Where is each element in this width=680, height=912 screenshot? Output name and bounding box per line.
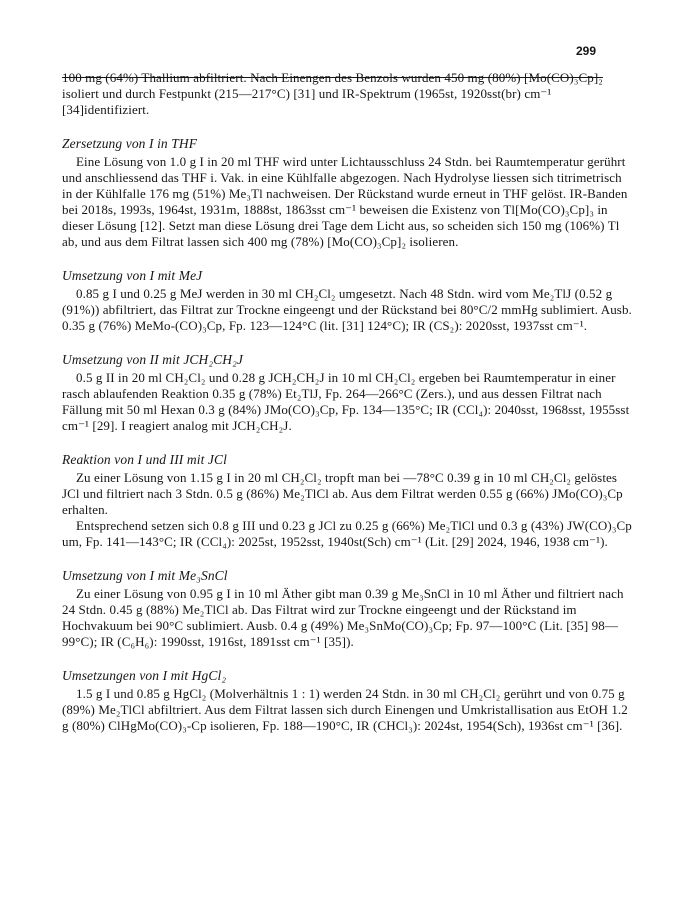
section-reaktion-jcl (62, 452, 634, 550)
section-paragraph: 1.5 g I und 0.85 g HgCl₂ (Molverhältnis 1 : 1) werden 24 Stdn. in 30 ml CH₂Cl₂ gerührt und von 0.75 g (89%) Me₂TlCl abfiltriert. Aus dem Filtrat lassen sich durch Einengen und Umkristallisation aus EtOH 1.2 g (80%) ClHgMo(CO)₃-Cp isolieren, Fp. 188—190°C, IR (CHCl₃): 2024st, 1954(Sch), 1936st cm⁻¹ [36]. (62, 686, 628, 733)
page-body (62, 70, 634, 734)
section-umsetzung-mej (62, 268, 634, 334)
section-paragraph: Zu einer Lösung von 1.15 g I in 20 ml CH₂Cl₂ tropft man bei —78°C 0.39 g in 10 ml CH₂Cl₂ gelöstes JCl und filtriert nach 3 Stdn. 0.5 g (86%) Me₂TlCl ab. Aus dem Filtrat werden 0.55 g (66%) JMo(CO)₃Cp erhalten. (62, 470, 623, 517)
section-paragraph: Entsprechend setzen sich 0.8 g III und 0.23 g JCl zu 0.25 g (66%) Me₂TlCl und 0.3 g (43%) JW(CO)₃Cp um, Fp. 141—143°C; IR (CCl₄): 2025st, 1952sst, 1940st(Sch) cm⁻¹ (Lit. [29] 2024, 1946, 1938 cm⁻¹). (62, 518, 632, 549)
section-title: Umsetzung von I mit MeJ (62, 268, 203, 283)
section-paragraph: Zu einer Lösung von 0.95 g I in 10 ml Äther gibt man 0.39 g Me₃SnCl in 10 ml Äther und filtriert nach 24 Stdn. 0.45 g (88%) Me₂TlCl ab. Das Filtrat wird zur Trockne eingeengt und der Rückstand im Hochvakuum bei 90°C sublimiert. Ausb. 0.4 g (49%) Me₃SnMo(CO)₃Cp; Fp. 97—100°C (Lit. [35] 98—99°C); IR (C₆H₆): 1990sst, 1916st, 1891sst cm⁻¹ [35]). (62, 586, 624, 649)
section-title: Zersetzung von I in THF (62, 136, 198, 151)
section-umsetzung-jch2ch2j (62, 352, 634, 434)
section-paragraph: 0.85 g I und 0.25 g MeJ werden in 30 ml CH₂Cl₂ umgesetzt. Nach 48 Stdn. wird vom Me₂TlJ (0.52 g (91%)) abfiltriert, das Filtrat zur Trockne eingeengt und der Rückstand bei 80°C/2 mmHg sublimiert. Ausb. 0.35 g (76%) MeMo-(CO)₃Cp, Fp. 123—124°C (lit. [31] 124°C); IR (CS₂): 2020sst, 1937sst cm⁻¹. (62, 286, 632, 333)
page-number: 299 (575, 44, 596, 58)
intro-paragraph: 100 mg (64%) Thallium abfiltriert. Nach Einengen des Benzols wurden 450 mg (80%) [Mo(CO)₃Cp]₂ isoliert und durch Festpunkt (215—217°C) [31] und IR-Spektrum (1965st, 1920sst(br) cm⁻¹ [34]identifiziert. (62, 70, 603, 117)
section-title: Umsetzung von I mit Me₃SnCl (62, 568, 228, 583)
section-paragraph: 0.5 g II in 20 ml CH₂Cl₂ und 0.28 g JCH₂CH₂J in 10 ml CH₂Cl₂ ergeben bei Raumtemperatur in einer rasch ablaufenden Reaktion 0.35 g (78%) Et₂TlJ, Fp. 264—266°C (Zers.), und aus dessen Filtrat nach Fällung mit 50 ml Hexan 0.3 g (84%) JMo(CO)₃Cp, Fp. 134—135°C; IR (CCl₄): 2040sst, 1968sst, 1955sst cm⁻¹ [29]. I reagiert analog mit JCH₂CH₂J. (62, 370, 630, 433)
section-paragraph: Eine Lösung von 1.0 g I in 20 ml THF wird unter Lichtausschluss 24 Stdn. bei Raumtemperatur gerührt und anschliessend das THF i. Vak. in eine Kühlfalle abgezogen. Nach Hydrolyse liessen sich titrimetrisch in der Kühlfalle 176 mg (51%) Me₃Tl nachweisen. Der Rückstand wurde erneut in THF gelöst. IR-Banden bei 2018s, 1993s, 1964st, 1931m, 1888st, 1863sst cm⁻¹ beweisen die Existenz von Tl[Mo(CO)₃Cp]₃ in dieser Lösung [12]. Setzt man diese Lösung drei Tage dem Licht aus, so scheiden sich 150 mg (106%) Tl ab, und aus dem Filtrat lassen sich 400 mg (78%) [Mo(CO)₃Cp]₂ isolieren. (62, 154, 628, 249)
section-title: Reaktion von I und III mit JCl (62, 452, 227, 467)
section-title: Umsetzung von II mit JCH₂CH₂J (62, 352, 244, 367)
section-umsetzung-hgcl2 (62, 668, 634, 734)
section-zersetzung-thf (62, 136, 634, 250)
section-title: Umsetzungen von I mit HgCl₂ (62, 668, 227, 683)
section-umsetzung-me3sncl (62, 568, 634, 650)
